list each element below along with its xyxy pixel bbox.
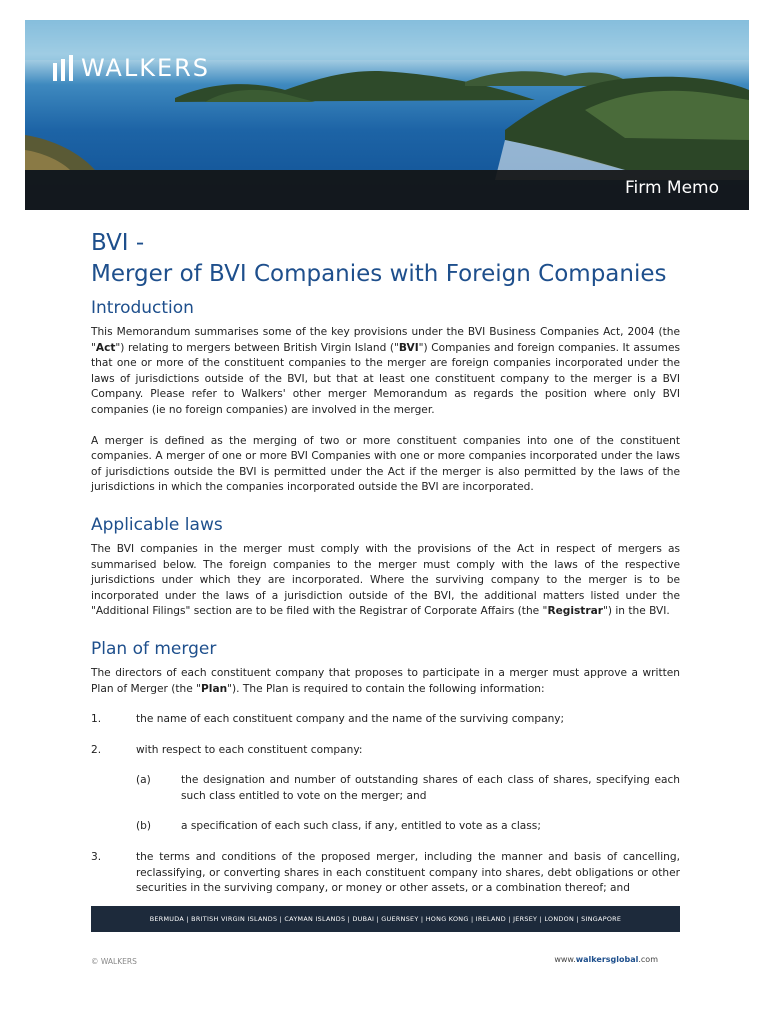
sub-list-item [91,819,680,835]
plan-of-merger-paragraph: The directors of each constituent company that proposes to participate in a merger must approve a written Plan of Merger (the "Plan"). The Plan is required to contain the following information: [91,666,680,695]
copyright-notice: © WALKERS [91,957,137,966]
sub-list-item-text: a specification of each such class, if any, entitled to vote as a class; [181,820,541,833]
walkers-logo [53,54,210,82]
header-banner [25,20,749,210]
office-locations: BERMUDA | BRITISH VIRGIN ISLANDS | CAYMAN ISLANDS | DUBAI | GUERNSEY | HONG KONG | IRELAND | JERSEY | LONDON | SINGAPORE [149,915,622,923]
introduction-paragraph-2: A merger is defined as the merging of two or more constituent companies into one of the constituent companies. A merger of one or more BVI Companies with one or more companies incorporated under the laws of jurisdictions outside the BVI is permitted under the Act if the merger is also permitted by the laws of the jurisdictions in which the companies incorporated outside the BVI are incorporated. [91,434,680,494]
list-item [91,850,680,897]
list-item-text: the name of each constituent company and the name of the surviving company; [136,713,565,726]
memo-content [91,228,680,897]
logo-mark-icon [53,55,73,81]
introduction-paragraph-1: This Memorandum summarises some of the key provisions under the BVI Business Companies Act, 2004 (the "Act") relating to mergers between British Virgin Island ("BVI") Companies and foreign companies. It assumes that one or more of the constituent companies to the merger are foreign companies incorporated under the laws of jurisdictions outside of the BVI, but that at least one constituent company to the merger is a BVI Company. Please refer to Walkers' other merger Memorandum as regards the position where only BVI companies (ie no foreign companies) are involved in the merger. [91,326,680,416]
sub-list-item [91,773,680,804]
list-item-number: 1. [91,713,102,726]
list-item-number: 2. [91,743,102,756]
applicable-laws-paragraph: The BVI companies in the merger must comply with the provisions of the Act in respect of mergers as summarised below. The foreign companies to the merger must comply with the laws of the respective jurisdictions under which they are incorporated. Where the surviving company to the merger is to be incorporated under the laws of a jurisdiction outside of the BVI, the additional matters listed under the "Additional Filings" section are to be filed with the Registrar of Corporate Affairs (the "Registrar") in the BVI. [91,542,680,618]
sub-list-item-label: (b) [136,820,151,833]
introduction-heading: Introduction [91,298,194,318]
office-locations-bar [91,906,680,932]
list-item [91,712,680,728]
list-item-text: the terms and conditions of the proposed merger, including the manner and basis of cancelling, reclassifying, or converting shares in each constituent company into shares, debt obligations or other securities in the surviving company, or money or other assets, or a combination thereof; and [136,851,680,895]
memo-bar [25,170,749,210]
plan-of-merger-heading: Plan of merger [91,638,217,659]
title-line-1: BVI - [91,230,145,256]
sub-list-item-label: (a) [136,774,151,787]
memo-label: Firm Memo [624,178,719,198]
applicable-laws-heading: Applicable laws [91,514,223,535]
list-item [91,743,680,759]
title-line-2: Merger of BVI Companies with Foreign Companies [91,261,667,287]
list-item-text: with respect to each constituent company: [136,743,363,756]
list-item-number: 3. [91,851,102,864]
website-link[interactable]: www.walkersglobal.com [554,955,658,964]
sub-list-item-text: the designation and number of outstanding shares of each class of shares, specifying each such class entitled to vote on the merger; and [181,774,680,802]
logo-text: WALKERS [81,54,211,82]
